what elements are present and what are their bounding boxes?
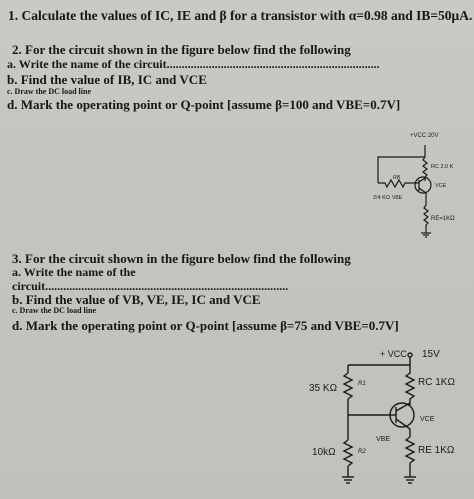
circuit-1-rb-value: 2/4 KΩ (373, 195, 390, 201)
circuit-2-vcc-terminal (408, 353, 412, 357)
circuit-2-r2-label: R2 (358, 449, 366, 455)
circuit-1-re-resistor (424, 205, 428, 225)
question-2-intro: 2. For the circuit shown in the figure below find the following (12, 42, 351, 57)
question-3-part-d: d. Mark the operating point or Q-point [assume β=75 and VBE=0.7V] (12, 318, 399, 333)
circuit-1-rb-label: RB (393, 175, 400, 181)
circuit-2-r2-value: 10kΩ (312, 447, 336, 458)
question-2-part-a: a. Write the name of the circuit....................................................................... (7, 57, 380, 71)
question-2-part-b: b. Find the value of IB, IC and VCE (7, 72, 207, 87)
question-3-part-a-line-2: circuit................................................................................. (12, 279, 289, 293)
question-3-part-c: c. Draw the DC load line (12, 306, 96, 315)
question-1: 1. Calculate the values of IC, IE and β for a transistor with α=0.98 and IB=50μA. (8, 8, 473, 23)
circuit-1-vbe-label: VBE (392, 195, 403, 201)
circuit-2-vcc-label: + VCC (380, 349, 407, 359)
circuit-1-rc-label: RC 2.0 K (431, 164, 454, 170)
circuit-2-r1-resistor (344, 373, 352, 399)
circuit-2-vbe-label: VBE (376, 436, 391, 443)
circuit-2-r2-resistor (344, 440, 352, 466)
circuit-2-rc-resistor (406, 365, 414, 405)
circuit-2-r1-value: 35 KΩ (309, 383, 338, 394)
circuit-2-re-resistor (406, 437, 414, 463)
question-3-part-b: b. Find the value of VB, VE, IE, IC and VCE (12, 292, 261, 307)
circuit-1-rb-resistor (378, 180, 410, 187)
question-3-part-a-line-1: a. Write the name of the (12, 265, 136, 279)
circuit-1-re-label: RE=1KΩ (431, 216, 455, 222)
circuit-2-rc-label: RC 1KΩ (418, 377, 455, 388)
circuit-1-rc-resistor (423, 157, 427, 177)
circuit-2-r1-label: R1 (358, 381, 366, 387)
circuit-2-vce-label: VCE (420, 416, 435, 423)
question-2-part-d: d. Mark the operating point or Q-point [assume β=100 and VBE=0.7V] (7, 97, 401, 112)
circuit-2-re-label: RE 1KΩ (418, 445, 455, 456)
circuit-1-vce-label: VCE (435, 183, 447, 189)
circuit-1-diagram (330, 125, 470, 245)
question-2-part-c: c. Draw the DC load line (7, 87, 91, 96)
question-3-intro: 3. For the circuit shown in the figure below find the following (12, 251, 351, 266)
circuit-2-diagram (290, 345, 474, 499)
circuit-2-vcc-value: 15V (422, 349, 440, 360)
circuit-1-vcc-label: +VCC 20V (410, 133, 439, 139)
